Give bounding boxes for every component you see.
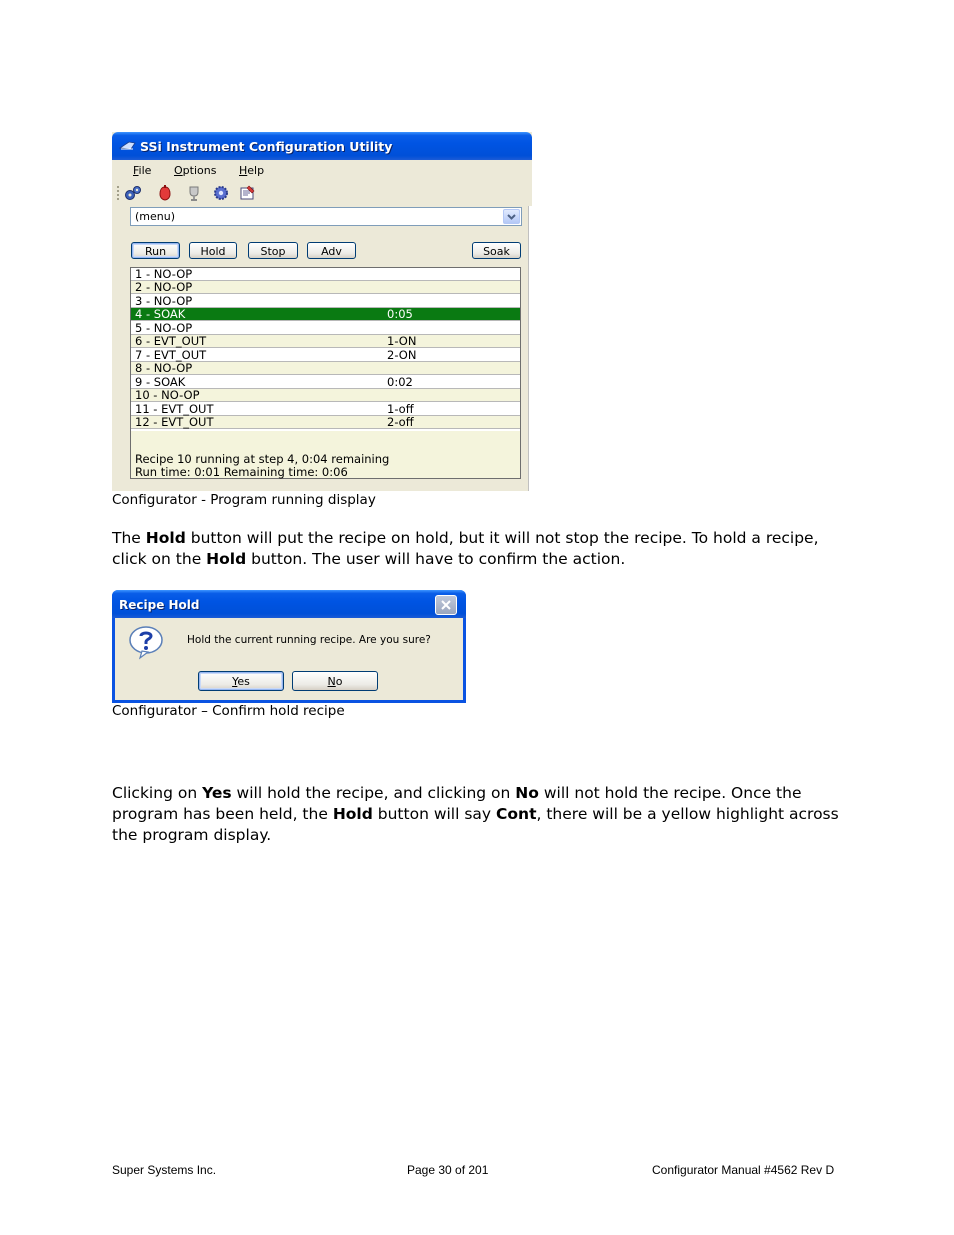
step-row[interactable]: 5 - NO-OP [131, 322, 520, 335]
step-row[interactable]: 9 - SOAK 0:02 [131, 376, 520, 389]
gears-icon[interactable] [124, 184, 142, 202]
paragraph-line: The Hold button will put the recipe on hold, but it will not stop the recipe. To hold a recipe, [112, 529, 819, 547]
question-icon [128, 624, 164, 660]
footer-company: Super Systems Inc. [112, 1163, 217, 1177]
status-line-2: Run time: 0:01 Remaining time: 0:06 [135, 465, 348, 479]
menu-options[interactable]: Options [174, 164, 217, 177]
paragraph-hold-result [112, 783, 852, 846]
dialog-message: Hold the current running recipe. Are you sure? [187, 634, 431, 646]
footer-page-number: Page 30 of 201 [407, 1163, 489, 1177]
stop-button[interactable]: Stop [248, 242, 298, 259]
app-window [112, 132, 532, 491]
app-titlebar[interactable] [112, 132, 532, 160]
dialog-title: Recipe Hold [119, 598, 200, 612]
combo-dropdown-button[interactable] [503, 209, 520, 224]
yes-button[interactable]: Yes [198, 671, 284, 691]
recipe-hold-dialog [112, 590, 466, 703]
toolbar [112, 180, 532, 207]
edit-document-icon[interactable] [238, 184, 256, 202]
run-button[interactable]: Run [131, 242, 180, 259]
program-step-list[interactable] [130, 267, 521, 479]
status-area [131, 431, 520, 478]
step-row[interactable]: 6 - EVT_OUT 1-ON [131, 335, 520, 348]
step-row[interactable]: 1 - NO-OP [131, 268, 520, 281]
chevron-down-icon [504, 210, 519, 223]
trophy-icon[interactable] [185, 184, 203, 202]
footer-manual-id: Configurator Manual #4562 Rev D [652, 1163, 835, 1177]
menu-bar [112, 160, 532, 180]
menu-help[interactable]: Help [239, 164, 265, 177]
step-row[interactable]: 12 - EVT_OUT 2-off [131, 416, 520, 429]
app-title: SSi Instrument Configuration Utility [140, 139, 393, 154]
dialog-body [115, 618, 463, 700]
step-row[interactable]: 3 - NO-OP [131, 295, 520, 308]
paragraph-line: program has been held, the Hold button will say Cont, there will be a yellow highlight across [112, 805, 839, 823]
step-row[interactable]: 2 - NO-OP [131, 281, 520, 294]
step-row[interactable]: 11 - EVT_OUT 1-off [131, 403, 520, 416]
menu-combobox[interactable] [130, 207, 522, 226]
paragraph-line: the program display. [112, 826, 272, 844]
dialog-close-button[interactable] [435, 595, 457, 615]
paragraph-hold-intro [112, 528, 852, 570]
no-button[interactable]: No [292, 671, 378, 691]
caption-confirm-hold: Configurator – Confirm hold recipe [112, 703, 345, 719]
panel-scrollbar[interactable] [528, 206, 532, 491]
step-row[interactable]: 10 - NO-OP [131, 389, 520, 402]
step-row-selected[interactable]: 4 - SOAK 0:05 [131, 308, 520, 321]
adv-button[interactable]: Adv [307, 242, 356, 259]
status-line-1: Recipe 10 running at step 4, 0:04 remaining [135, 452, 390, 466]
settings-gear-icon[interactable] [212, 184, 230, 202]
toolbar-grip[interactable] [117, 185, 119, 201]
close-icon [436, 596, 456, 614]
hold-button[interactable]: Hold [189, 242, 237, 259]
stop-sign-icon[interactable] [156, 184, 174, 202]
dialog-titlebar[interactable] [112, 590, 466, 618]
paragraph-line: click on the Hold button. The user will have to confirm the action. [112, 550, 626, 568]
step-row[interactable]: 8 - NO-OP [131, 362, 520, 375]
caption-program-running: Configurator - Program running display [112, 492, 376, 508]
menu-file[interactable]: File [133, 164, 152, 177]
soak-button[interactable]: Soak [472, 242, 521, 259]
app-logo-icon [119, 140, 136, 151]
step-row[interactable]: 7 - EVT_OUT 2-ON [131, 349, 520, 362]
combo-value: (menu) [135, 210, 176, 223]
paragraph-line: Clicking on Yes will hold the recipe, and clicking on No will not hold the recipe. Once the [112, 784, 802, 802]
